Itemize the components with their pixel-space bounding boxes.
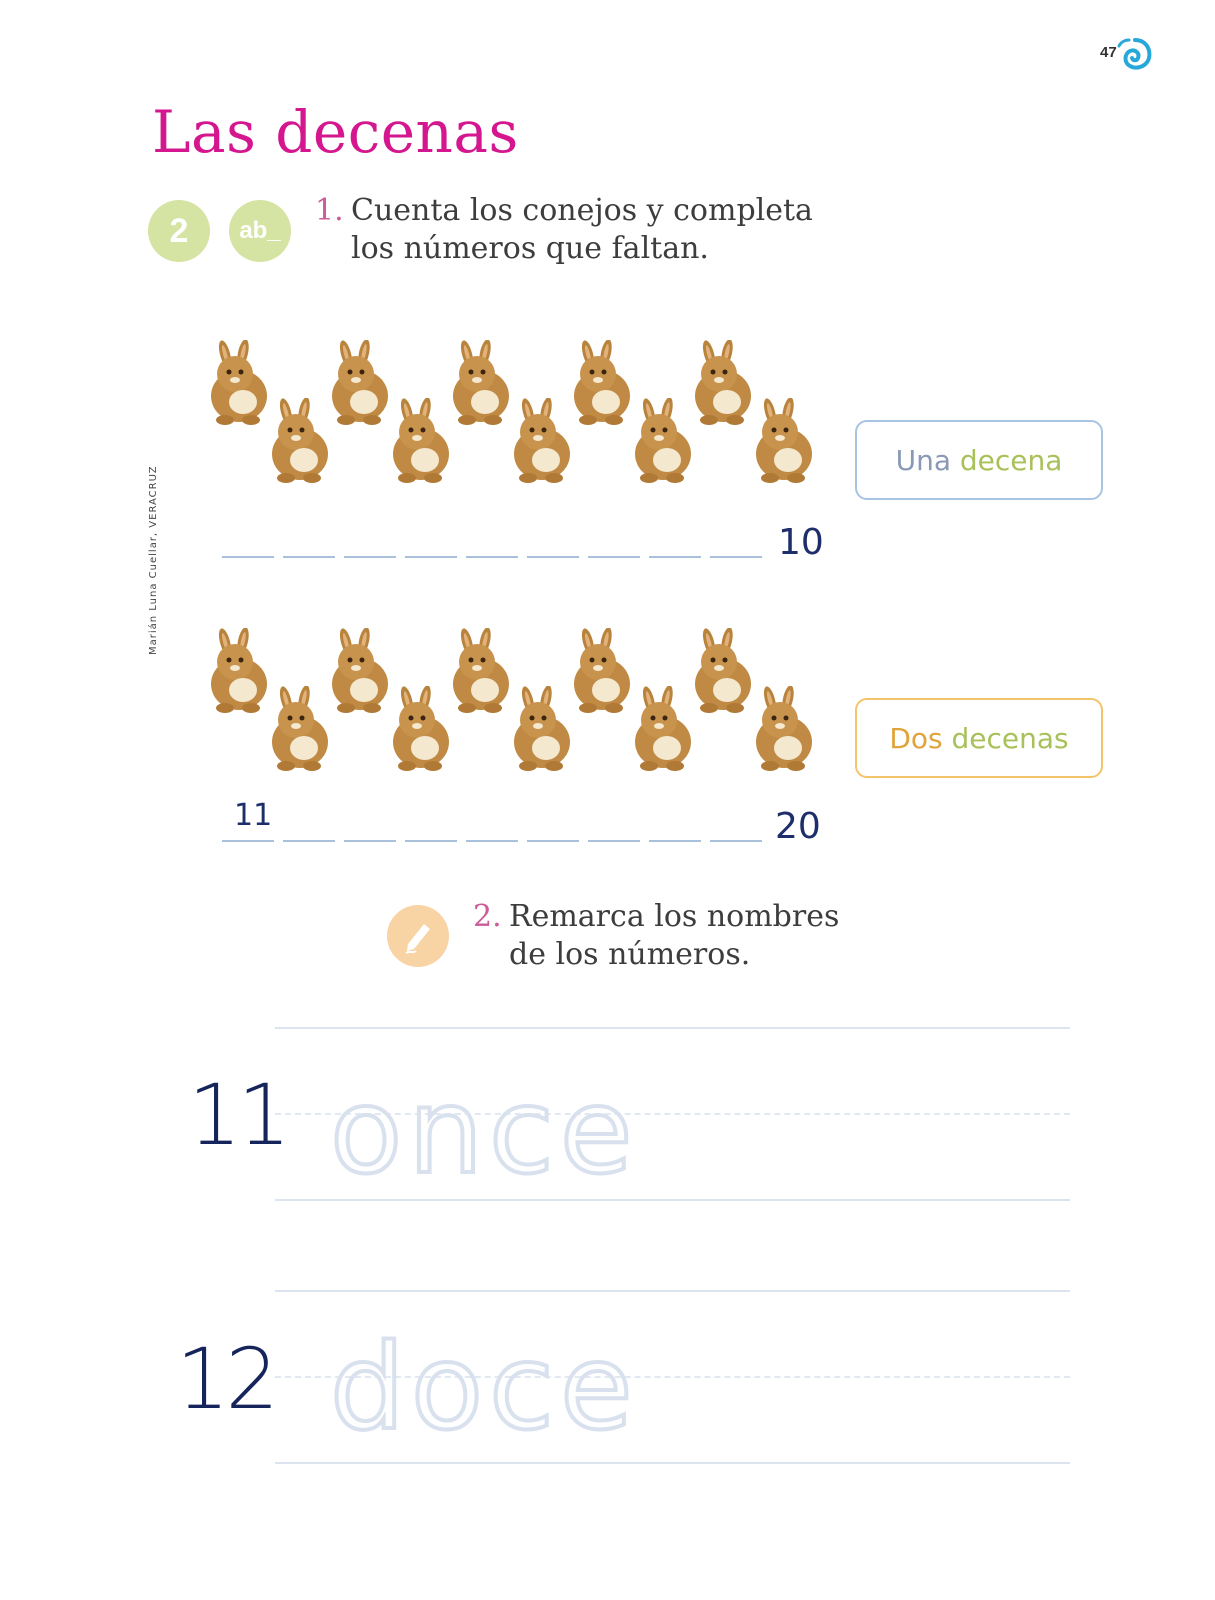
- slot-line: [283, 556, 335, 558]
- number-slot[interactable]: [344, 520, 396, 558]
- decena-word: decena: [959, 443, 1063, 477]
- dice-badge-text: 2: [169, 211, 189, 250]
- number-slots-row-2: [222, 798, 822, 844]
- rabbit-icon: [387, 398, 453, 488]
- activity-1-line-2: los números que faltan.: [351, 231, 709, 266]
- number-slot[interactable]: [649, 520, 701, 558]
- rabbit-icon: [205, 340, 271, 430]
- number-slot[interactable]: [222, 520, 274, 558]
- dos-word: Dos: [889, 721, 943, 755]
- activity-2-instruction: [473, 898, 839, 974]
- una-word: Una: [895, 443, 951, 477]
- rabbit-icon: [326, 340, 392, 430]
- activity-1-line-1: Cuenta los conejos y completa: [351, 193, 813, 228]
- number-slot[interactable]: [710, 804, 762, 842]
- rabbit-icon: [387, 686, 453, 776]
- slot-line: [588, 840, 640, 842]
- slot-line: [283, 840, 335, 842]
- spiral-logo-icon: [1115, 36, 1155, 76]
- activity-1-instruction: [315, 192, 813, 268]
- activity-2-line-2: de los números.: [509, 937, 751, 972]
- slot-value: 11: [234, 798, 273, 833]
- slot-line: [527, 840, 579, 842]
- rabbit-group-2: [205, 628, 835, 778]
- rabbit-group-1: [205, 340, 835, 490]
- slot-line: [649, 840, 701, 842]
- rabbit-icon: [447, 628, 513, 718]
- row-1-end-number: 10: [778, 522, 824, 563]
- trace-word-once[interactable]: once: [330, 1062, 639, 1200]
- number-slot[interactable]: [527, 804, 579, 842]
- slot-line: [222, 556, 274, 558]
- number-slot[interactable]: [649, 804, 701, 842]
- decenas-word: decenas: [951, 721, 1069, 755]
- slot-line: [588, 556, 640, 558]
- activity-1-number: 1.: [315, 193, 344, 228]
- number-11: 11: [188, 1066, 287, 1164]
- number-slot[interactable]: [466, 804, 518, 842]
- number-slot[interactable]: [466, 520, 518, 558]
- activity-2-line-1: Remarca los nombres: [509, 899, 840, 934]
- slot-line: [344, 840, 396, 842]
- writing-base-line-2: [275, 1462, 1070, 1464]
- rabbit-icon: [508, 398, 574, 488]
- una-decena-label: [855, 420, 1103, 500]
- dice-badge-icon: [148, 200, 210, 262]
- rabbit-icon: [266, 686, 332, 776]
- slot-line: [466, 556, 518, 558]
- writing-badge-text: ab_: [239, 217, 281, 244]
- rabbit-icon: [508, 686, 574, 776]
- rabbit-icon: [750, 398, 816, 488]
- rabbit-icon: [689, 628, 755, 718]
- number-12: 12: [176, 1330, 275, 1428]
- slot-line: [405, 556, 457, 558]
- number-slot[interactable]: [527, 520, 579, 558]
- number-slots-row-1: [222, 520, 822, 560]
- number-slot[interactable]: [710, 520, 762, 558]
- rabbit-icon: [326, 628, 392, 718]
- rabbit-icon: [750, 686, 816, 776]
- row-2-end-number: 20: [775, 806, 821, 847]
- slot-line: [527, 556, 579, 558]
- number-slot[interactable]: [222, 798, 274, 842]
- number-slot[interactable]: [588, 520, 640, 558]
- trace-word-doce[interactable]: doce: [330, 1318, 639, 1456]
- number-slot[interactable]: [344, 804, 396, 842]
- rabbit-icon: [205, 628, 271, 718]
- number-slot[interactable]: [283, 804, 335, 842]
- slot-line: [710, 840, 762, 842]
- number-slot[interactable]: [405, 804, 457, 842]
- pencil-icon: [398, 916, 438, 956]
- slot-line: [405, 840, 457, 842]
- dos-decenas-label: [855, 698, 1103, 778]
- writing-badge-icon: [229, 200, 291, 262]
- rabbit-icon: [629, 398, 695, 488]
- writing-top-line-2: [275, 1290, 1070, 1292]
- slot-line: [649, 556, 701, 558]
- number-slot[interactable]: [588, 804, 640, 842]
- rabbit-icon: [568, 628, 634, 718]
- illustration-credit: Marián Luna Cuellar, VERACRUZ: [148, 465, 159, 655]
- slot-line: [222, 840, 274, 842]
- slot-line: [344, 556, 396, 558]
- rabbit-icon: [568, 340, 634, 430]
- activity-2-number: 2.: [473, 899, 502, 934]
- slot-line: [466, 840, 518, 842]
- number-slot[interactable]: [405, 520, 457, 558]
- pencil-badge-icon: [387, 905, 449, 967]
- slot-line: [710, 556, 762, 558]
- page-number: 47: [1100, 44, 1117, 61]
- number-slot[interactable]: [283, 520, 335, 558]
- writing-top-line-1: [275, 1027, 1070, 1029]
- rabbit-icon: [266, 398, 332, 488]
- rabbit-icon: [447, 340, 513, 430]
- page-title: Las decenas: [152, 98, 519, 166]
- rabbit-icon: [689, 340, 755, 430]
- rabbit-icon: [629, 686, 695, 776]
